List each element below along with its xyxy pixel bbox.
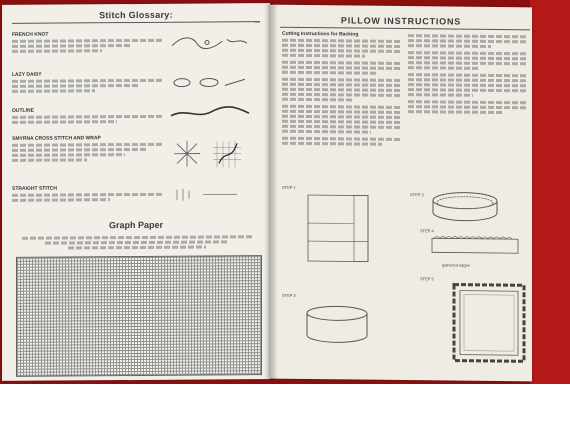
gathered-edges-label: gathered edges (442, 262, 470, 268)
stitch-outline (12, 102, 162, 126)
stitch-french-knot (12, 26, 162, 55)
outline-illustration (167, 103, 252, 122)
text-lines (12, 158, 87, 162)
step-label: STEP 2 (282, 292, 296, 298)
cutting-heading: Cutting Instructions for Backing (282, 30, 359, 38)
step-label: STEP 5 (420, 276, 434, 282)
divider (280, 27, 530, 31)
instructions-column-1 (282, 31, 400, 148)
page-title: PILLOW INSTRUCTIONS (340, 15, 462, 27)
text-lines (12, 193, 162, 197)
step-4-diagram (430, 232, 522, 261)
text-lines (12, 198, 110, 202)
french-knot-illustration (167, 33, 252, 52)
step-label: STEP 1 (282, 184, 296, 190)
page-title: Stitch Glossary: (99, 9, 173, 21)
stitch-smyrna-cross (12, 130, 162, 164)
left-page (2, 3, 270, 381)
step-1-diagram (306, 193, 390, 266)
step-label: STEP 3 (410, 192, 424, 198)
stitch-name: SMYRNA CROSS STITCH AND WRAP (12, 135, 101, 142)
step-2-diagram (304, 303, 370, 348)
stitch-name: FRENCH KNOT (12, 31, 49, 38)
graph-paper-grid (16, 255, 262, 377)
stitch-name: OUTLINE (12, 107, 34, 114)
stitch-name: STRAIGHT STITCH (12, 185, 57, 192)
text-lines (12, 49, 102, 53)
text-lines (12, 39, 162, 43)
smyrna-cross-illustration (167, 135, 252, 174)
straight-stitch-illustration (167, 185, 252, 204)
stitch-straight (12, 180, 162, 204)
red-backdrop (530, 0, 570, 384)
text-lines (12, 115, 162, 119)
text-lines (12, 79, 162, 83)
graph-paper-title: Graph Paper (108, 219, 164, 231)
text-lines (12, 143, 162, 147)
right-page (270, 5, 532, 382)
text-lines (12, 84, 140, 88)
step-5-diagram (448, 278, 530, 369)
text-lines (12, 44, 132, 48)
instructions-column-2 (408, 32, 526, 116)
stitch-lazy-daisy (12, 66, 162, 95)
graph-paper-note (22, 233, 252, 252)
lazy-daisy-illustration (167, 73, 252, 92)
divider (12, 21, 260, 24)
text-lines (12, 153, 125, 157)
text-lines (12, 148, 147, 152)
text-lines (12, 120, 117, 124)
stitch-name: LAZY DAISY (12, 71, 42, 78)
step-3-diagram (430, 190, 500, 227)
step-label: STEP 4 (420, 228, 434, 234)
open-booklet (2, 4, 532, 380)
text-lines (12, 89, 95, 93)
book-spine (264, 4, 278, 380)
